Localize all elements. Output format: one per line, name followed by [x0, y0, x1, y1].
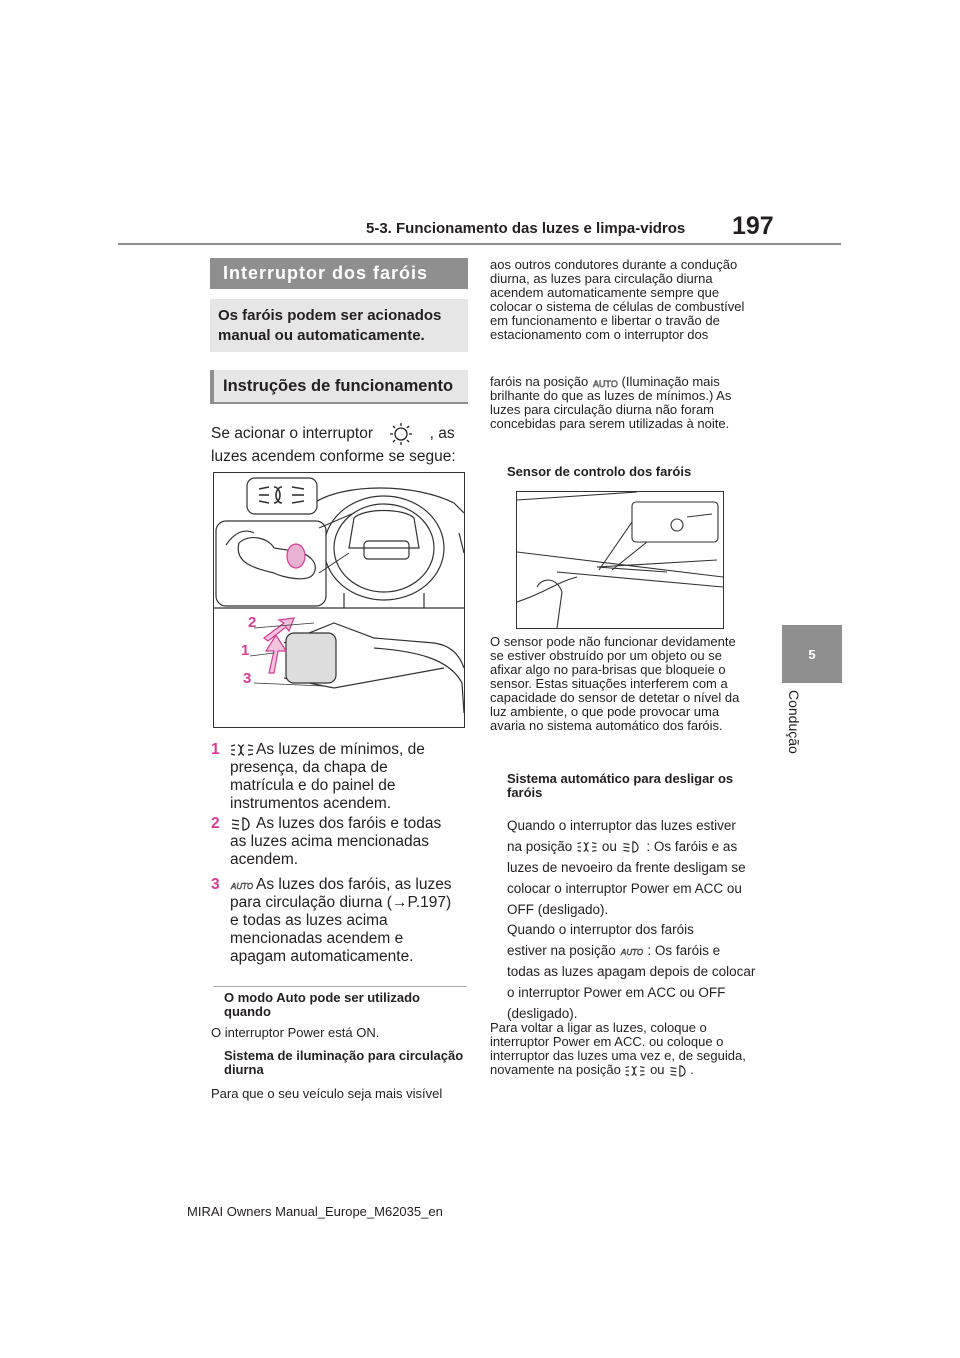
- auto-off-line-icons: [507, 940, 757, 961]
- item-line: presença, da chapa de: [230, 759, 388, 776]
- auto-off-paragraph-2: [507, 919, 757, 1024]
- section-heading: Interruptor dos faróis: [210, 258, 468, 289]
- item-line: e todas as luzes acima: [230, 912, 388, 929]
- item-line: matrícula e do painel de: [230, 777, 396, 794]
- low-beam-icon: [668, 1065, 690, 1077]
- drl-cont2-after: (Iluminação mais brilhante do que as luzes de mínimos.) As luzes para circulação diurna não foram concebidas para serem utilizadas à noite.: [490, 374, 732, 431]
- auto-off-line: Quando o interruptor dos faróis: [507, 922, 694, 937]
- summary-note: Os faróis podem ser acionados manual ou automaticamente.: [210, 299, 468, 352]
- auto-icon: [620, 945, 644, 957]
- low-beam-icon: [230, 817, 254, 831]
- drl-cont2-before: faróis na posição: [490, 374, 589, 389]
- figure-label-1: 1: [241, 642, 250, 659]
- item-number: 2: [211, 815, 220, 832]
- parking-lights-icon: [576, 841, 598, 853]
- footer-text: MIRAI Owners Manual_Europe_M62035_en: [187, 1204, 443, 1219]
- sensor-illustration: [517, 492, 723, 628]
- headlight-switch-figure: [213, 472, 465, 728]
- header-divider: [118, 243, 841, 245]
- svg-text:AUTO: AUTO: [592, 378, 618, 389]
- chapter-tab[interactable]: 5: [782, 625, 842, 683]
- item-line: As luzes dos faróis e todas: [256, 815, 442, 832]
- chapter-label: [776, 690, 816, 780]
- item-continuation: [230, 759, 470, 813]
- item-line: as luzes acima mencionadas: [230, 833, 430, 850]
- intro-before: Se acionar o interruptor: [211, 425, 373, 443]
- text-fragment: estiver na posição: [507, 943, 616, 958]
- list-item-1: [211, 741, 473, 811]
- intro-text: [211, 422, 473, 468]
- text-fragment: : Os faróis e: [647, 943, 721, 958]
- auto-icon: [592, 377, 618, 389]
- item-text: [256, 741, 471, 759]
- sensor-title: Sensor de controlo dos faróis: [507, 464, 692, 479]
- auto-off-line: Quando o interruptor das luzes estiver: [507, 818, 736, 833]
- svg-text:AUTO: AUTO: [231, 882, 254, 891]
- auto-off-title: Sistema automático para desligar os faróis: [507, 771, 734, 800]
- item-continuation: [230, 894, 470, 966]
- drl-text: Para que o seu veículo seja mais visível: [211, 1086, 443, 1101]
- divider: [213, 986, 467, 987]
- chapter-label-text: Condução: [786, 690, 802, 754]
- item-line: para circulação diurna (→P.197): [230, 894, 452, 911]
- text-fragment: ou: [650, 1062, 665, 1077]
- item-number: 1: [211, 741, 220, 758]
- headlight-switch-icon: [377, 422, 425, 446]
- text-fragment: .: [690, 1062, 694, 1077]
- item-text: [256, 876, 471, 894]
- text-fragment: : Os faróis e as: [646, 839, 738, 854]
- intro-line2: luzes acendem conforme se segue:: [211, 448, 456, 465]
- intro-after: , as: [429, 425, 455, 443]
- item-line: As luzes de mínimos, de: [256, 741, 425, 758]
- auto-off-line: luzes de nevoeiro da frente desligam se colocar o interruptor Power em ACC ou OFF (desligado).: [507, 860, 746, 917]
- drl-continuation: aos outros condutores durante a condução diurna, as luzes para circulação diurna acendem automaticamente sempre que colocar o sistema de células de combustível em funcionamento e libertar o travão de estacionamento com o interruptor dos: [490, 257, 745, 342]
- auto-off-line: todas as luzes apagam depois de colocar o interruptor Power em ACC ou OFF (desligado).: [507, 964, 756, 1021]
- stalk-illustration: [214, 473, 464, 727]
- item-line: apagam automaticamente.: [230, 948, 414, 965]
- svg-text:AUTO: AUTO: [620, 948, 643, 958]
- restore-text: [490, 1021, 752, 1077]
- page-number: 197: [732, 212, 774, 240]
- item-line: mencionadas acendem e: [230, 930, 404, 947]
- drl-continuation-2: [490, 375, 752, 431]
- list-item-3: [211, 876, 473, 966]
- parking-lights-icon: [230, 743, 254, 757]
- drl-title: Sistema de iluminação para circulação diurna: [224, 1048, 464, 1077]
- auto-off-line-icons: [507, 836, 757, 857]
- figure-label-3: 3: [243, 670, 252, 687]
- auto-off-paragraph-1: [507, 815, 757, 920]
- sensor-figure: [516, 491, 724, 629]
- text-fragment: na posição: [507, 839, 573, 854]
- auto-mode-text: O interruptor Power está ON.: [211, 1025, 380, 1040]
- restore-sentence: Para voltar a ligar as luzes, coloque o interruptor Power em ACC. ou coloque o interruptor das luzes uma vez e, de seguida, novamente na posição: [490, 1020, 746, 1077]
- item-line: instrumentos acendem.: [230, 795, 392, 812]
- sensor-text: O sensor pode não funcionar devidamente se estiver obstruído por um objeto ou se afixar algo no para-brisas que bloqueie o sensor. Estas situações interferem com a capacidade do sensor de detetar o nível da luz ambiente, o que pode provocar uma avaria no sistema automático dos faróis.: [490, 634, 740, 733]
- subheading: Instruções de funcionamento: [210, 370, 468, 404]
- item-number: 3: [211, 876, 220, 893]
- parking-lights-icon: [624, 1065, 646, 1077]
- section-title: 5-3. Funcionamento das luzes e limpa-vidros: [366, 220, 686, 237]
- item-line: acendem.: [230, 851, 299, 868]
- auto-icon: [230, 879, 254, 891]
- item-text: [256, 815, 471, 833]
- list-item-2: [211, 815, 473, 869]
- text-fragment: ou: [601, 839, 617, 854]
- item-continuation: [230, 833, 470, 869]
- auto-mode-title: O modo Auto pode ser utilizado quando: [224, 990, 420, 1019]
- low-beam-icon: [621, 841, 643, 853]
- item-line: As luzes dos faróis, as luzes: [256, 876, 452, 893]
- figure-label-2: 2: [248, 614, 257, 631]
